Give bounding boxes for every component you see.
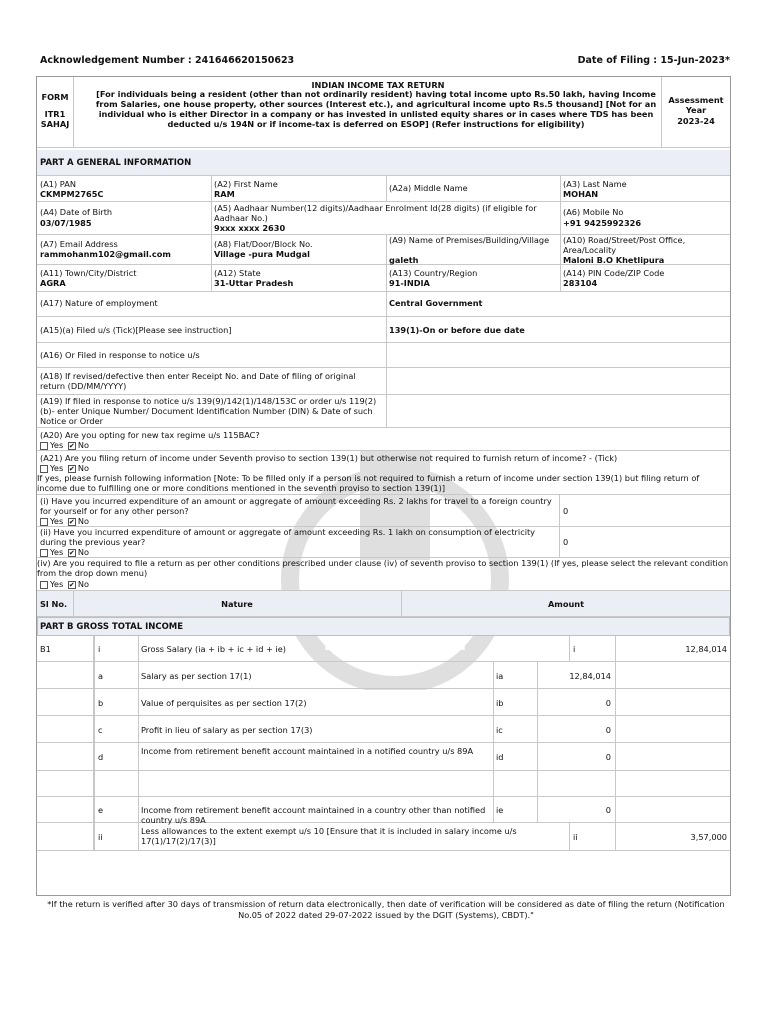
row-other-conditions bbox=[37, 558, 730, 591]
row-number: a bbox=[98, 670, 104, 681]
flat-label: (A8) Flat/Door/Block No. bbox=[214, 239, 313, 249]
row-city bbox=[37, 265, 730, 292]
row-number: c bbox=[98, 724, 103, 735]
svg-text:TAX DEPART: TAX DEPART bbox=[319, 631, 471, 656]
row-label: Profit in lieu of salary as per section 17(3) bbox=[141, 724, 313, 735]
filed-us-label: (A15)(a) Filed u/s (Tick)[Please see instruction] bbox=[40, 325, 232, 335]
foreign-travel-options bbox=[40, 516, 89, 526]
seventh-proviso-note: If yes, please furnish following information [Note: To be filled only if a person is not required to furnish a return of income under section 139(1) but filing return of income due to fulfilling one or more conditions mentioned in the seventh proviso to section 139(1)] bbox=[37, 473, 700, 493]
country-value: 91-INDIA bbox=[389, 278, 430, 288]
row-order bbox=[37, 395, 730, 428]
road-label: (A10) Road/Street/Post Office, Area/Locality bbox=[563, 235, 686, 255]
b1-label: B1 bbox=[40, 644, 51, 654]
yes-label: Yes bbox=[50, 463, 64, 473]
road-value: Maloni B.O Khetlipura bbox=[563, 255, 665, 265]
part-a-header bbox=[37, 150, 730, 176]
electricity-value: 0 bbox=[563, 537, 569, 547]
title-block bbox=[37, 77, 730, 148]
town-value: AGRA bbox=[40, 278, 66, 288]
form-label: FORM bbox=[41, 92, 69, 102]
notice-label: (A16) Or Filed in response to notice u/s bbox=[40, 350, 200, 360]
yes-checkbox[interactable] bbox=[40, 442, 48, 450]
pin-label: (A14) PIN Code/ZIP Code bbox=[563, 268, 665, 278]
row-amount: 0 bbox=[605, 724, 611, 735]
row-label: Income from retirement benefit account maintained in a notified country u/s 89A bbox=[141, 746, 474, 756]
last-name-label: (A3) Last Name bbox=[563, 179, 627, 189]
row-amount: 0 bbox=[605, 752, 611, 762]
row-code: ie bbox=[496, 805, 504, 815]
foreign-travel-value: 0 bbox=[563, 506, 569, 516]
row-name bbox=[37, 176, 730, 202]
aadhaar-label: (A5) Aadhaar Number(12 digits)/Aadhaar Enrolment Id(28 digits) (if eligible for Aadhaar No.) bbox=[214, 203, 537, 223]
new-regime-options bbox=[40, 440, 89, 450]
acknowledgement-number: Acknowledgement Number : 241646620150623 bbox=[40, 55, 295, 66]
no-label: No bbox=[77, 547, 89, 557]
yes-checkbox[interactable] bbox=[40, 581, 48, 589]
row-employment bbox=[37, 292, 730, 317]
other-conditions-label: (iv) Are you required to file a return as per other conditions prescribed under clause (iv) of seventh proviso to section 139(1) (If yes, please select the relevant condition from the drop down menu) bbox=[37, 558, 729, 578]
middle-name-label: (A2a) Middle Name bbox=[389, 183, 468, 193]
sl-no-header: Sl No. bbox=[40, 599, 68, 609]
column-header bbox=[37, 591, 730, 617]
no-label: No bbox=[77, 579, 89, 589]
no-checkbox[interactable]: ✔ bbox=[68, 441, 75, 450]
row-notice bbox=[37, 343, 730, 368]
row-label: Salary as per section 17(1) bbox=[141, 670, 252, 681]
yes-checkbox[interactable] bbox=[40, 518, 48, 526]
revised-label: (A18) If revised/defective then enter Receipt No. and Date of filing of original return (DD/MM/YYYY) bbox=[40, 371, 356, 391]
electricity-label: (ii) Have you incurred expenditure of amount or aggregate of amount exceeding Rs. 1 lakh on consumption of electricity during the previous year? bbox=[40, 527, 536, 547]
row-code: ic bbox=[496, 724, 503, 735]
table-row bbox=[37, 743, 730, 771]
row-foreign-travel bbox=[37, 495, 730, 527]
flat-value: Village -pura Mudgal bbox=[214, 249, 310, 259]
other-conditions-options bbox=[40, 579, 89, 589]
b1-column-divider bbox=[93, 636, 94, 851]
row-label: Gross Salary (ia + ib + ic + id + ie) bbox=[141, 644, 286, 654]
first-name-value: RAM bbox=[214, 189, 235, 199]
new-regime-label: (A20) Are you opting for new tax regime u/s 115BAC? bbox=[40, 430, 260, 440]
mobile-label: (A6) Mobile No bbox=[563, 207, 624, 217]
premises-label: (A9) Name of Premises/Building/Village bbox=[389, 235, 550, 245]
row-label: Less allowances to the extent exempt u/s 10 [Ensure that it is included in salary income u/s 17(1)/17(2)/17(3)] bbox=[141, 826, 517, 846]
town-label: (A11) Town/City/District bbox=[40, 268, 137, 278]
table-row bbox=[37, 797, 730, 823]
pan-value: CKMPM2765C bbox=[40, 189, 104, 199]
row-label: Value of perquisites as per section 17(2) bbox=[141, 697, 307, 708]
no-label: No bbox=[77, 440, 89, 450]
assessment-year-label: Assessment Year bbox=[668, 95, 724, 115]
part-b-header bbox=[37, 617, 730, 636]
footer-note: *If the return is verified after 30 days of transmission of return data electronically, then date of verification will be considered as date of filing the return (Notification No.05 of 2022 dated 29-07-2022 issued by the DGIT (Systems), CBDT)." bbox=[47, 899, 725, 920]
mobile-value: +91 9425992326 bbox=[563, 218, 642, 228]
order-label: (A19) If filed in response to notice u/s 139(9)/142(1)/148/153C or order u/s 119(2)(b)- enter Unique Number/ Document Identification Number (DIN) & Date of such Notice or Order bbox=[40, 396, 377, 426]
row-amount: 12,84,014 bbox=[685, 644, 727, 654]
row-amount: 0 bbox=[605, 697, 611, 708]
row-seventh-proviso bbox=[37, 451, 730, 495]
yes-label: Yes bbox=[50, 440, 64, 450]
pan-label: (A1) PAN bbox=[40, 179, 76, 189]
first-name-label: (A2) First Name bbox=[214, 179, 278, 189]
seventh-proviso-label: (A21) Are you filing return of income under Seventh proviso to section 139(1) but otherwise not required to furnish return of income? - (Tick) bbox=[40, 453, 618, 463]
row-number: ii bbox=[98, 832, 103, 842]
row-amount: 3,57,000 bbox=[690, 832, 727, 842]
row-code: ib bbox=[496, 697, 504, 708]
row-number: b bbox=[98, 697, 104, 708]
row-amount: 12,84,014 bbox=[569, 670, 611, 681]
part-a-title: PART A GENERAL INFORMATION bbox=[40, 158, 192, 168]
amount-header: Amount bbox=[547, 599, 585, 609]
dob-value: 03/07/1985 bbox=[40, 218, 92, 228]
return-title: INDIAN INCOME TAX RETURN bbox=[311, 80, 445, 90]
no-checkbox[interactable]: ✔ bbox=[68, 517, 75, 526]
row-code: id bbox=[496, 752, 504, 762]
row-number: d bbox=[98, 752, 104, 762]
row-code: ia bbox=[496, 670, 504, 681]
assessment-year-value: 2023-24 bbox=[677, 116, 715, 126]
row-revised bbox=[37, 368, 730, 395]
row-dob bbox=[37, 202, 730, 235]
email-label: (A7) Email Address bbox=[40, 239, 118, 249]
state-label: (A12) State bbox=[214, 268, 261, 278]
row-code: ii bbox=[573, 832, 578, 842]
form-name: ITR1 SAHAJ bbox=[40, 109, 70, 129]
nature-header: Nature bbox=[221, 599, 253, 609]
dob-label: (A4) Date of Birth bbox=[40, 207, 113, 217]
premises-value: galeth bbox=[389, 255, 419, 265]
no-checkbox[interactable]: ✔ bbox=[68, 580, 75, 589]
aadhaar-value: 9xxx xxxx 2630 bbox=[214, 223, 286, 233]
yes-label: Yes bbox=[50, 547, 64, 557]
state-value: 31-Uttar Pradesh bbox=[214, 278, 294, 288]
date-of-filing: Date of Filing : 15-Jun-2023* bbox=[577, 55, 730, 66]
no-checkbox[interactable]: ✔ bbox=[68, 548, 75, 557]
no-checkbox[interactable]: ✔ bbox=[68, 464, 75, 473]
foreign-travel-label: (i) Have you incurred expenditure of an amount or aggregate of amount exceeding Rs. 2 lakhs for travel to a foreign country for yourself or for any other person? bbox=[40, 496, 552, 516]
filed-us-value: 139(1)-On or before due date bbox=[389, 325, 525, 335]
table-row bbox=[37, 636, 730, 662]
row-filed-us bbox=[37, 317, 730, 343]
yes-label: Yes bbox=[50, 516, 64, 526]
form-description: [For individuals being a resident (other than not ordinarily resident) having total income upto Rs.50 lakh, having Income from Salaries, one house property, other sources (Interest etc.), and agricultural income upto Rs.5 thousand] [Not for an individual who is either Director in a company or has invested in unlisted equity shares or in cases where TDS has been deducted u/s 194N or if income-tax is deferred on ESOP] (Refer instructions for eligibility) bbox=[95, 89, 657, 129]
row-label: Income from retirement benefit account maintained in a country other than notified country u/s 89A bbox=[141, 805, 486, 825]
table-row bbox=[37, 823, 730, 851]
no-label: No bbox=[77, 516, 89, 526]
table-row bbox=[37, 716, 730, 743]
electricity-options bbox=[40, 547, 89, 557]
employment-value: Central Government bbox=[389, 298, 483, 308]
row-electricity bbox=[37, 527, 730, 558]
row-amount: 0 bbox=[605, 805, 611, 815]
table-row bbox=[37, 689, 730, 716]
employment-label: (A17) Nature of employment bbox=[40, 298, 158, 308]
row-number: i bbox=[98, 644, 101, 654]
last-name-value: MOHAN bbox=[563, 189, 599, 199]
part-b-title: PART B GROSS TOTAL INCOME bbox=[40, 622, 184, 632]
yes-checkbox[interactable] bbox=[40, 549, 48, 557]
row-new-regime bbox=[37, 428, 730, 451]
blank-row bbox=[37, 771, 730, 797]
email-value: rammohanm102@gmail.com bbox=[40, 249, 171, 259]
seventh-proviso-options bbox=[40, 463, 89, 473]
yes-checkbox[interactable] bbox=[40, 465, 48, 473]
country-label: (A13) Country/Region bbox=[389, 268, 478, 278]
pin-value: 283104 bbox=[563, 278, 598, 288]
yes-label: Yes bbox=[50, 579, 64, 589]
no-label: No bbox=[77, 463, 89, 473]
row-code: i bbox=[573, 644, 576, 654]
row-number: e bbox=[98, 805, 104, 815]
table-row bbox=[37, 662, 730, 689]
row-address bbox=[37, 235, 730, 265]
